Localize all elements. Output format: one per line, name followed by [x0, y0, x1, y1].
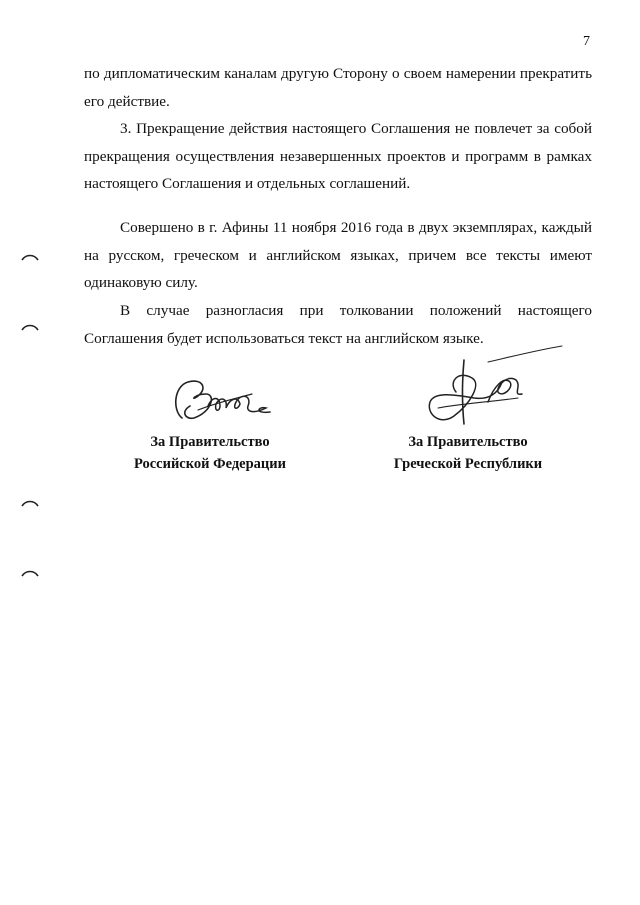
- signature-russia-image: [168, 372, 283, 432]
- paragraph-article-3: 3. Прекращение действия настоящего Соглашения не повлечет за собой прекращения осуществления незавершенных проектов и программ в рамках настоящего Соглашения и отдельных соглашений.: [84, 120, 592, 192]
- page-number: 7: [583, 34, 590, 49]
- signature-greece-image: [418, 342, 568, 432]
- paragraph-done-at: Совершено в г. Афины 11 ноября 2016 года в двух экземплярах, каждый на русском, греческом и английском языках, причем все тексты имеют одинаковую силу.: [84, 219, 592, 291]
- binding-mark-icon: [20, 498, 40, 508]
- signatory-russia-line2: Российской Федерации: [133, 456, 286, 472]
- signatory-greece-line2: Греческой Республики: [393, 456, 543, 472]
- signatory-russia: [110, 431, 310, 475]
- binding-mark-icon: [20, 568, 40, 578]
- binding-mark-icon: [20, 252, 40, 262]
- paragraph-divergence: В случае разногласия при толковании положений настоящего Соглашения будет использоваться текст на английском языке.: [84, 302, 592, 347]
- binding-mark-icon: [20, 322, 40, 332]
- signatory-russia-line1: За Правительство: [150, 434, 270, 450]
- signatory-greece: [368, 431, 568, 475]
- signatory-greece-line1: За Правительство: [408, 434, 528, 450]
- paragraph-continuation: по дипломатическим каналам другую Сторону о своем намерении прекратить его действие.: [84, 65, 592, 110]
